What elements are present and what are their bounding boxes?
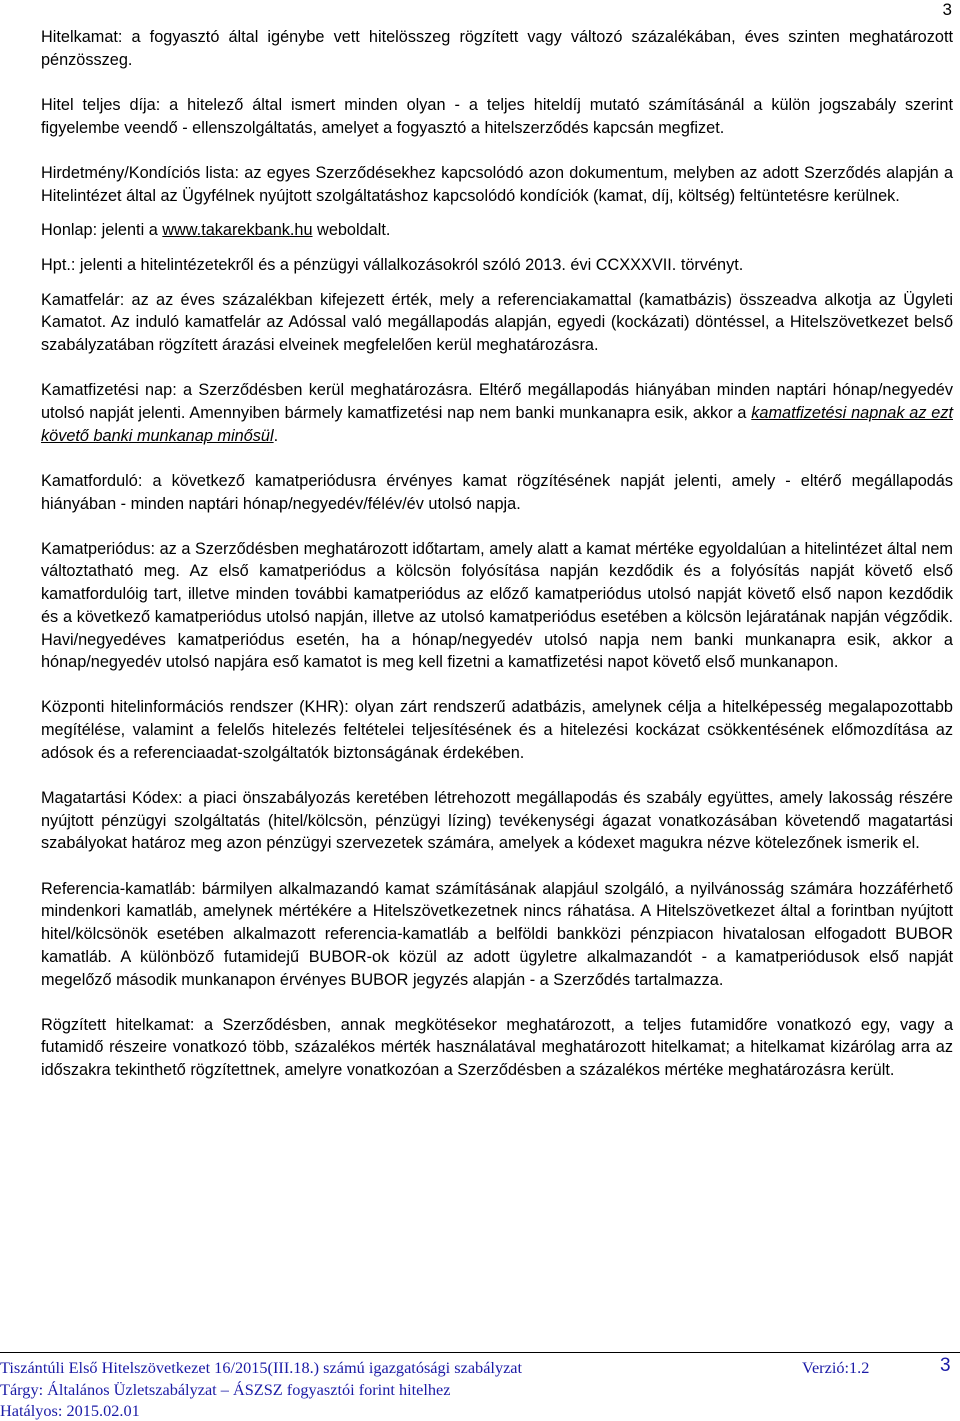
definition-referencia-kamatlab: Referencia-kamatláb: bármilyen alkalmazandó kamat számításának alapjául szolgáló, a nyilvánosság számára hozzáférhető mindenkori kamatláb, amelynek mértékére a Hitelszövetkezetnek nincs ráhatása. A Hitelszövetkezet által a forintban nyújtott hitel/kölcsönök esetében alkalmazott referencia-kamatláb a belföldi bankközi pénzpiacon hivatalosan elfogadott BUBOR kamatláb. A különböző futamidejű BUBOR-ok közül az adott ügyletre alkalmazandót - a kamatperiódusok első napját megelőző második munkanapon érvényes BUBOR jegyzés alapján - a Szerződés tartalmazza.: [41, 879, 953, 989]
footer-page-number: 3: [940, 1355, 951, 1376]
definition-kamatfordulo: Kamatforduló: a következő kamatperiódusra érvényes kamat rögzítésének napját jelenti, amely - eltérő megállapodás hiányában - minden naptári hónap/negyedév/félév/év utolsó napja.: [41, 471, 953, 513]
honlap-suffix: weboldalt.: [312, 221, 391, 240]
definition-hitelkamat: Hitelkamat: a fogyasztó által igénybe vett hitelösszeg rögzített vagy változó százalékában, éves szinten meghatározott pénzösszeg.: [41, 28, 953, 69]
kamatfizetesi-italic: kamatfizetési napnak az ezt követő banki munkanap minősül: [41, 403, 953, 445]
footer-subject: Tárgy: Általános Üzletszabályzat – ÁSZSZ fogyasztói forint hitelhez: [0, 1380, 451, 1399]
definition-hpt: Hpt.: jelenti a hitelintézetekről és a pénzügyi vállalkozásokról szóló 2013. évi CCXXXVII. törvényt.: [41, 255, 744, 274]
footer-effective-date: Hatályos: 2015.02.01: [0, 1401, 140, 1420]
definition-kamatperiodus: Kamatperiódus: az a Szerződésben meghatározott időtartam, amely alatt a kamat mértéke egyoldalúan a hitelintézet által nem változtatható meg. Az első kamatperiódus a kölcsön folyósítása napján kezdődik és a folyósítás napját követő első kamatfordulóig tart, illetve minden további kamatperiódus az előző kamatperiódus utolsó napját követő első napon kezdődik és a következő kamatperiódus utolsó napján, illetve az utolsó kamatperiódus esetében a kölcsön lejáratának napján végződik. Havi/negyedéves kamatperiódus esetén, ha a hónap/negyedév utolsó napja nem banki munkanapra esik, akkor a hónap/negyedév utolsó napjára eső kamatot is meg kell fizetni a kamatfizetési napot követő első munkanapon.: [41, 539, 953, 672]
definition-magatartasi-kodex: Magatartási Kódex: a piaci önszabályozás keretében létrehozott megállapodás és szabály együttes, amely lakosság részére nyújtott pénzügyi szolgáltatás (hitel/kölcsön, pénzügyi lízing) tevékenységi ágazat vonatkozásában követendő magatartási szabályokat határoz meg azon pénzügyi szervezetek számára, amelyek a kódexet magukra nézve kötelezőnek ismerik el.: [41, 789, 953, 853]
definition-rogzitett-hitelkamat: Rögzített hitelkamat: a Szerződésben, annak megkötésekor meghatározott, a teljes futamidőre vonatkozó egy, vagy a futamidő részeire vonatkozó több, százalékos mérték használatával meghatározott hitelkamat; a hitelkamat kizárólag arra az időszakra tekinthető rögzítettnek, amelyre vonatkozóan a Szerződésben a százalékos mértéke meghatározásra került.: [41, 1015, 953, 1080]
footer-divider: [0, 1352, 960, 1353]
kamatfizetesi-prefix: Kamatfizetési nap: a Szerződésben kerül meghatározásra. Eltérő megállapodás hiányában minden naptári hónap/negyedév utolsó napját jelenti. Amennyiben bármely kamatfizetési nap nem banki munkanapra esik, akkor a: [41, 381, 953, 422]
document-body: [41, 26, 953, 1082]
definition-khr: Központi hitelinformációs rendszer (KHR): olyan zárt rendszerű adatbázis, amelynek célja a hitelképesség megalapozottabb megítélése, valamint a felelős hitelezés feltételei teljesítésének és a hitelezési kockázat csökkentésének előmozdítása az adósok és a referenciaadat-szolgáltatók biztonságának érdekében.: [41, 698, 953, 762]
page-number-top: 3: [942, 0, 952, 19]
honlap-prefix: Honlap: jelenti a: [41, 221, 163, 240]
footer-regulation: Tiszántúli Első Hitelszövetkezet 16/2015(III.18.) számú igazgatósági szabályzat: [0, 1358, 523, 1377]
footer-version: Verzió:1.2: [802, 1358, 870, 1377]
definition-kamatfizetesi-nap: [41, 379, 953, 447]
website-link[interactable]: www.takarekbank.hu: [162, 221, 313, 240]
definition-honlap: [41, 219, 953, 242]
kamatfizetesi-suffix: .: [273, 426, 279, 445]
definition-hirdetmeny: Hirdetmény/Kondíciós lista: az egyes Szerződésekhez kapcsolódó azon dokumentum, melyben az adott Szerződés alapján a Hitelintézet által az Ügyfélnek nyújtott szolgáltatáshoz kapcsolódó kondíciók (kamat, díj, költség) feltüntetésre kerülnek.: [41, 163, 953, 205]
definition-hitel-teljes-dija: Hitel teljes díja: a hitelező által ismert minden olyan - a teljes hiteldíj mutató számításánál a külön jogszabály szerint figyelembe veendő - ellenszolgáltatás, amelyet a fogyasztó a hitelszerződés kapcsán megfizet.: [41, 95, 953, 137]
definition-kamatfelar: Kamatfelár: az az éves százalékban kifejezett érték, mely a referenciakamattal (kamatbázis) összeadva alkotja az Ügyleti Kamatot. Az induló kamatfelár az Adóssal való megállapodás alapján, egyedi (kockázati) döntéssel, a Hitelszövetkezet belső szabályzatában rögzített árazási elveinek megfelelően kerül meghatározásra.: [41, 290, 953, 355]
